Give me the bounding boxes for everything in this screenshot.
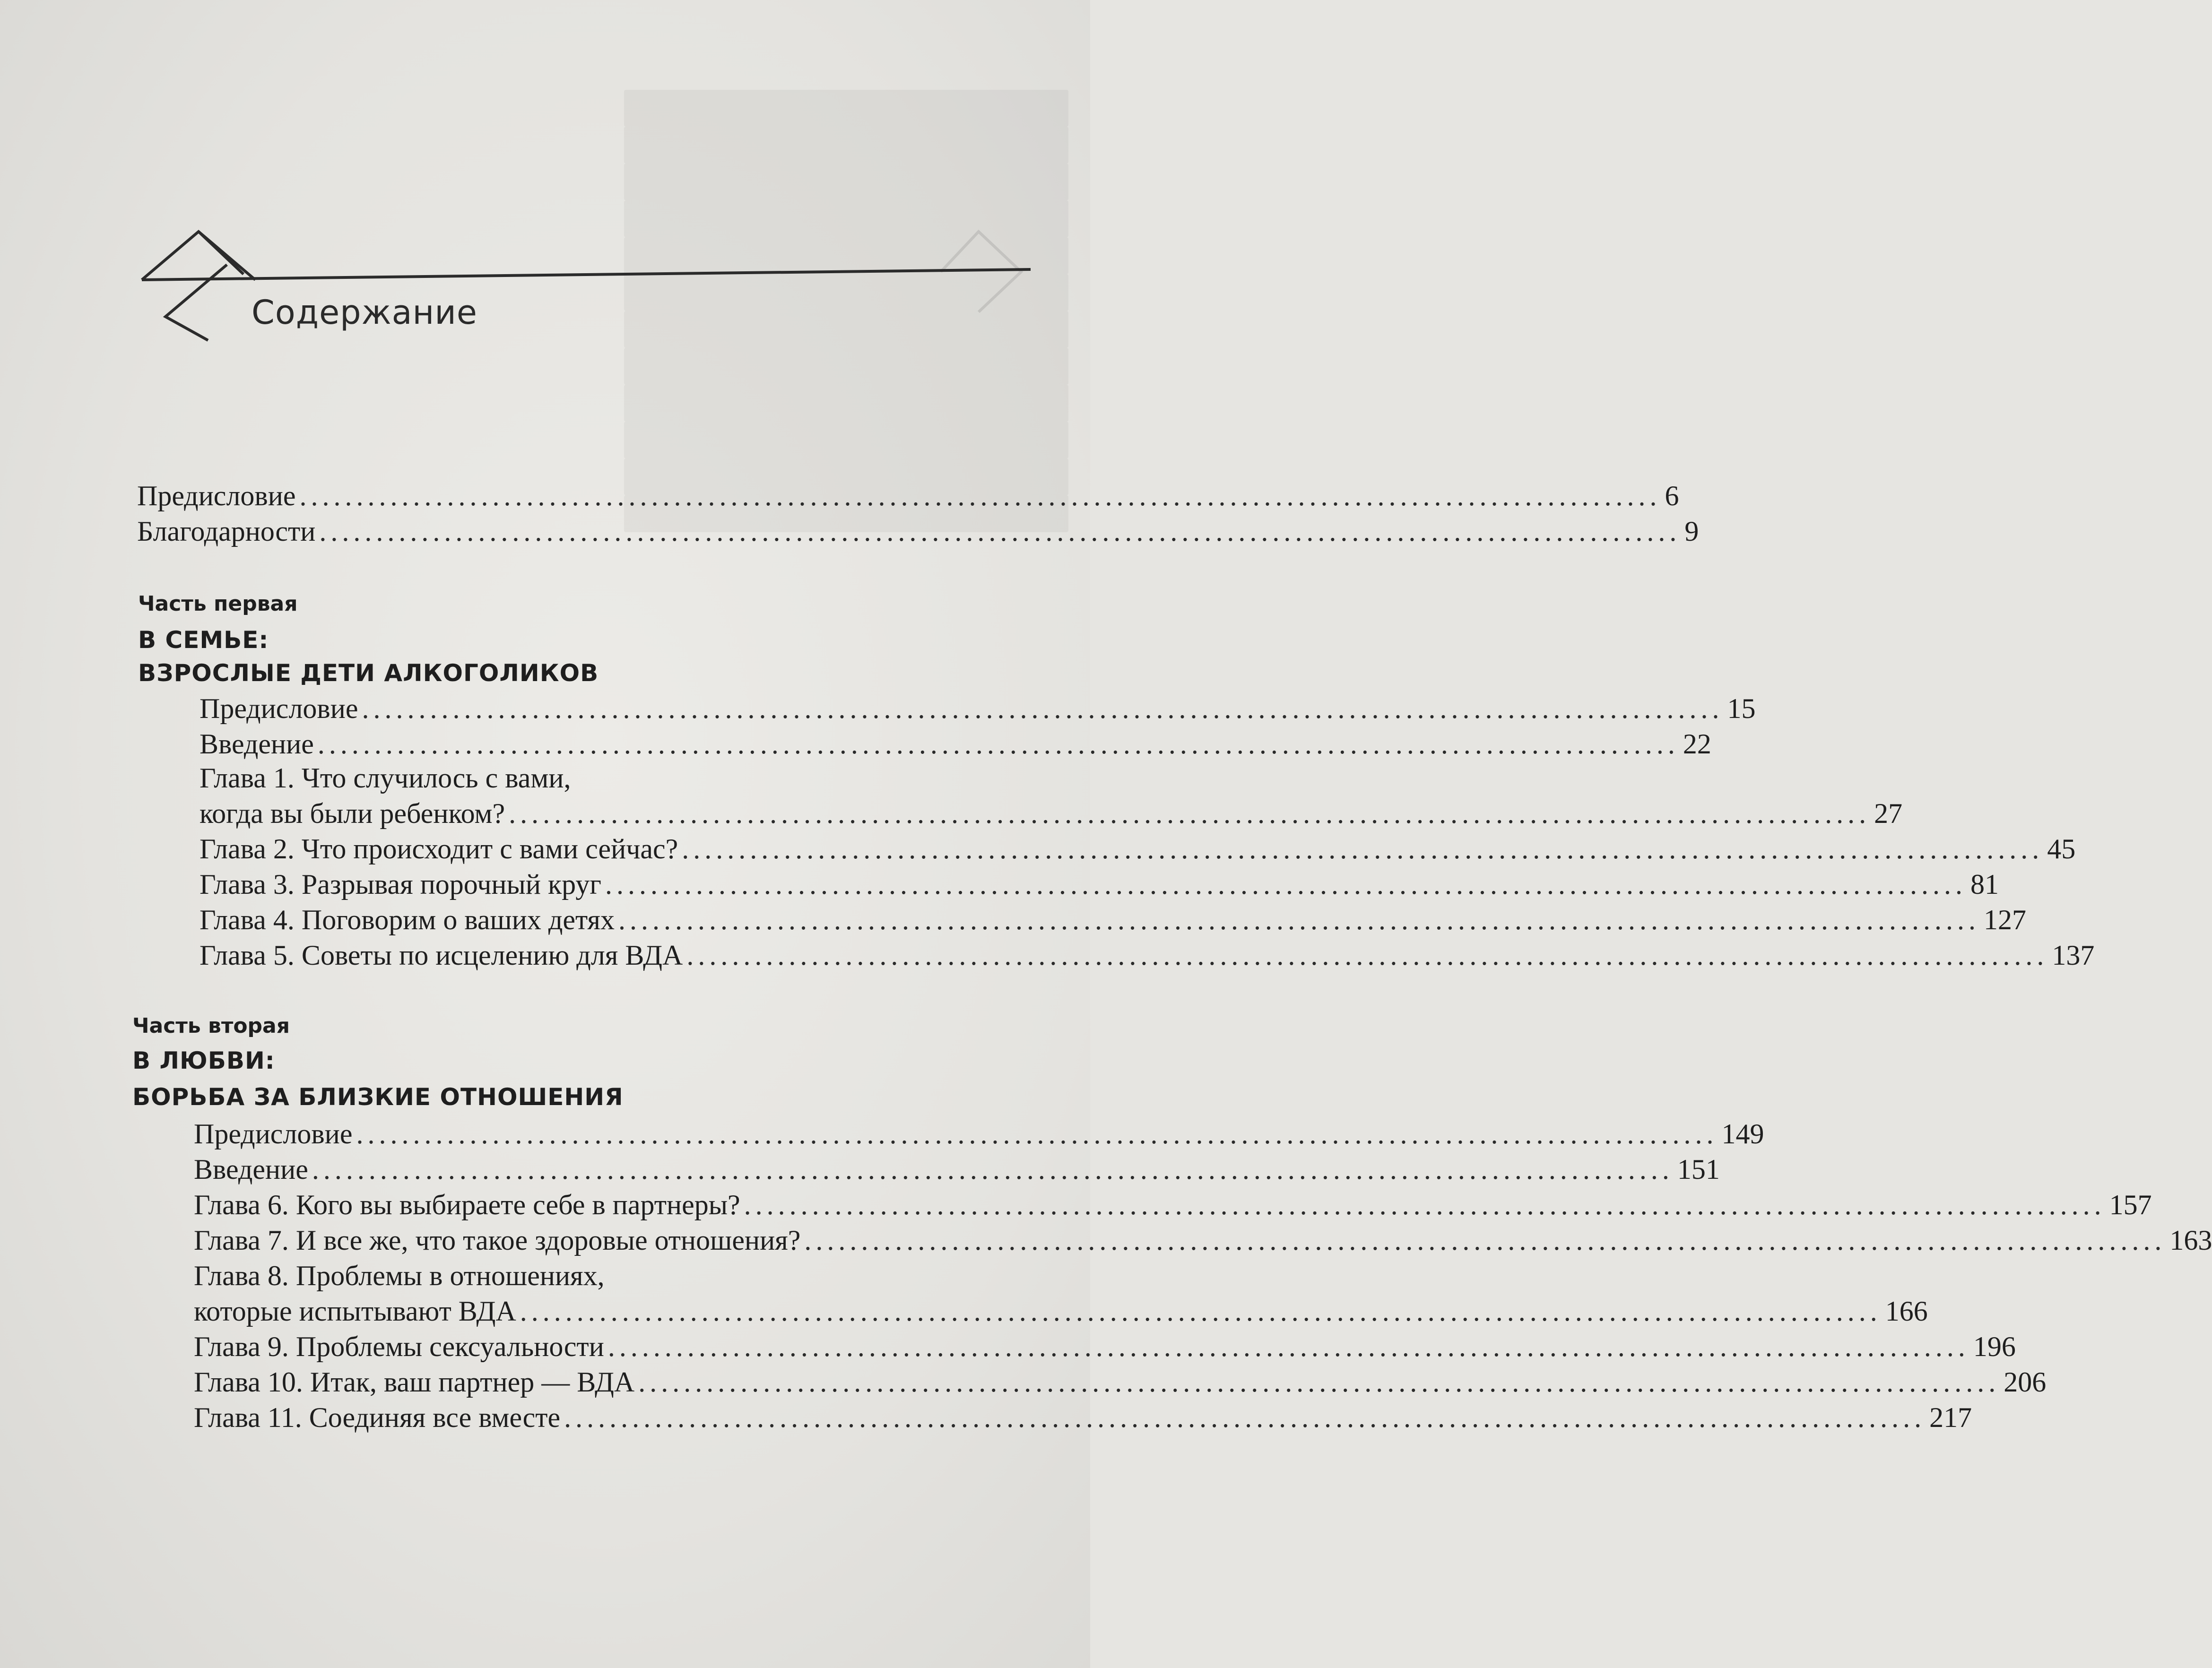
leader-dots: ........................................................................................................................	[564, 1402, 1926, 1433]
leader-dots: ........................................................................................................................	[509, 798, 1871, 829]
toc-page-number: 151	[1677, 1154, 1720, 1185]
leader-dots: ........................................................................................................................	[317, 728, 1679, 760]
toc-page-number: 149	[1721, 1118, 1764, 1149]
toc-page-number: 27	[1874, 798, 1903, 829]
toc-entry	[194, 1153, 1720, 1186]
toc-entry-label: Глава 4. Поговорим о ваших детях	[200, 904, 615, 935]
toc-page-number: 137	[2052, 940, 2095, 971]
toc-entry	[194, 1189, 2152, 1221]
toc-page-number: 157	[2109, 1189, 2152, 1220]
leader-dots: ........................................................................................................................	[744, 1189, 2106, 1220]
toc-page-number: 166	[1885, 1296, 1928, 1327]
leader-dots: ........................................................................................................................	[356, 1118, 1718, 1149]
toc-entry-label: Благодарности	[137, 516, 316, 547]
toc-entry	[200, 939, 2095, 972]
toc-entry-label: Предисловие	[137, 480, 296, 511]
part-title: В СЕМЬЕ:	[138, 626, 269, 654]
toc-page-number: 15	[1727, 693, 1756, 724]
toc-entry-label: Глава 2. Что происходит с вами сейчас?	[200, 833, 678, 864]
toc-entry-label-line1: Глава 8. Проблемы в отношениях,	[194, 1260, 605, 1291]
toc-entry	[200, 728, 1711, 761]
toc-page-number: 22	[1683, 728, 1711, 760]
leader-dots: ........................................................................................................................	[605, 869, 1967, 900]
toc-entry	[200, 797, 1903, 830]
toc-entry	[194, 1331, 2016, 1363]
part-label: Часть вторая	[132, 1014, 290, 1038]
leader-dots: ........................................................................................................................	[638, 1366, 2000, 1398]
leader-dots: ........................................................................................................................	[299, 480, 1661, 511]
leader-dots: ........................................................................................................................	[607, 1331, 1969, 1362]
toc-page-number: 196	[1973, 1331, 2016, 1362]
toc-entry-label-line1: Глава 1. Что случилось с вами,	[200, 762, 571, 794]
toc-entry	[137, 480, 1679, 512]
page-title: Содержание	[252, 293, 477, 332]
toc-entry-label: Введение	[200, 728, 314, 760]
leader-dots: ........................................................................................................................	[312, 1154, 1674, 1185]
toc-entry	[200, 904, 2027, 936]
toc-page-number: 81	[1970, 869, 1999, 900]
leader-dots: ........................................................................................................................	[319, 516, 1681, 547]
toc-entry	[194, 1295, 1928, 1328]
toc-entry-label: которые испытывают ВДА	[194, 1296, 516, 1327]
toc-page-number: 9	[1684, 516, 1699, 547]
leader-dots: ........................................................................................................................	[618, 904, 1980, 935]
toc-entry	[194, 1401, 1972, 1434]
part-title: БОРЬБА ЗА БЛИЗКИЕ ОТНОШЕНИЯ	[132, 1083, 624, 1111]
toc-page-number: 45	[2047, 833, 2076, 864]
toc-entry	[200, 868, 1999, 901]
toc-page-number: 127	[1984, 904, 2027, 935]
toc-entry-label: Глава 6. Кого вы выбираете себе в партнеры?	[194, 1189, 740, 1220]
toc-entry	[194, 1118, 1764, 1150]
part-title: ВЗРОСЛЫЕ ДЕТИ АЛКОГОЛИКОВ	[138, 659, 599, 687]
toc-page-number: 6	[1665, 480, 1679, 511]
part-title: В ЛЮБВИ:	[132, 1047, 275, 1074]
toc-entry	[200, 833, 2076, 865]
toc-entry	[200, 692, 1756, 725]
toc-entry-label: Глава 9. Проблемы сексуальности	[194, 1331, 604, 1362]
toc-entry-label: Глава 10. Итак, ваш партнер — ВДА	[194, 1366, 635, 1398]
toc-entry-label: когда вы были ребенком?	[200, 798, 505, 829]
leader-dots: ........................................................................................................................	[804, 1225, 2166, 1256]
toc-entry-label: Введение	[194, 1154, 308, 1185]
toc-page-number: 163	[2169, 1225, 2212, 1256]
toc-entry-label: Предисловие	[194, 1118, 353, 1149]
leader-dots: ........................................................................................................................	[520, 1296, 1882, 1327]
leader-dots: ........................................................................................................................	[686, 940, 2048, 971]
toc-entry-label: Предисловие	[200, 693, 358, 724]
toc-entry	[194, 1224, 2212, 1257]
toc-entry-label: Глава 7. И все же, что такое здоровые отношения?	[194, 1225, 801, 1256]
toc-entry-label: Глава 11. Соединяя все вместе	[194, 1402, 561, 1433]
part-label: Часть первая	[138, 592, 298, 616]
toc-entry	[194, 1366, 2047, 1399]
toc-entry	[137, 515, 1699, 548]
leader-dots: ........................................................................................................................	[682, 833, 2044, 864]
toc-page-number: 206	[2004, 1366, 2047, 1398]
toc-page-number: 217	[1929, 1402, 1972, 1433]
leader-dots: ........................................................................................................................	[362, 693, 1724, 724]
toc-entry-label: Глава 5. Советы по исцелению для ВДА	[200, 940, 683, 971]
toc-entry-label: Глава 3. Разрывая порочный круг	[200, 869, 601, 900]
